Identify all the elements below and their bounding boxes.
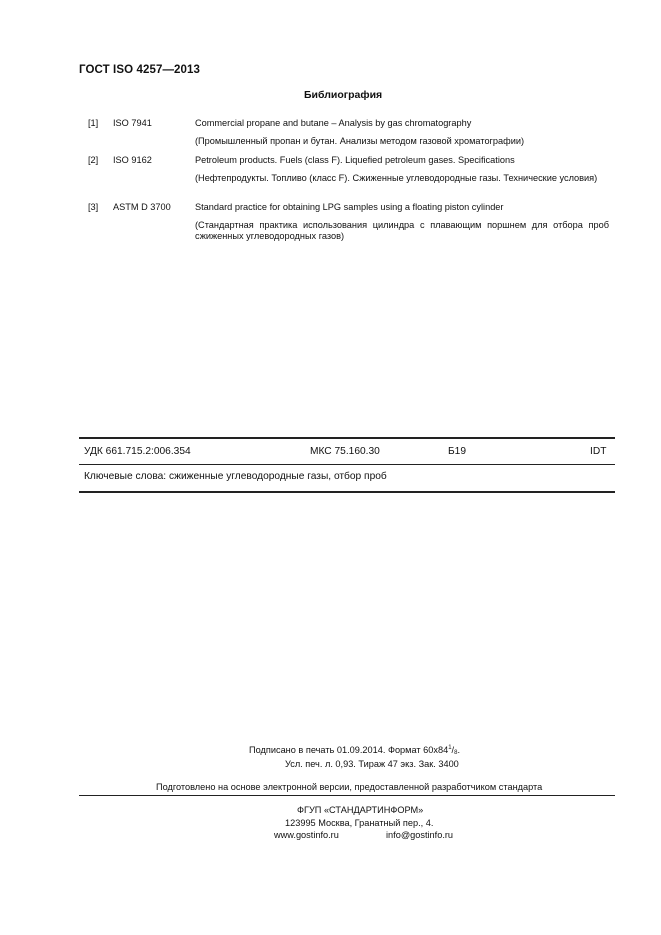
colophon-top-rule: [79, 437, 615, 439]
mks-code: МКС 75.160.30: [310, 446, 380, 457]
entry-number: [1]: [88, 118, 99, 128]
prepared-note: Подготовлено на основе электронной версии, предоставленной разработчиком стандарта: [156, 782, 543, 792]
entry-standard: ASTM D 3700: [113, 202, 171, 212]
classification-group: Б19: [448, 446, 467, 457]
print-info: Усл. печ. л. 0,93. Тираж 47 экз. Зак. 3400: [285, 759, 459, 769]
document-code: ГОСТ ISO 4257—2013: [79, 64, 201, 76]
equivalence-degree: IDT: [590, 446, 607, 457]
format-denominator: 8: [454, 750, 458, 756]
entry-number: [2]: [88, 155, 99, 165]
signed-to-print: Подписано в печать 01.09.2014. Формат $60x84^1/_8$.: [249, 745, 460, 756]
colophon-middle-rule: [79, 464, 615, 465]
entry-title-ru: (Нефтепродукты. Топливо (класс F). Сжиженные углеводородные газы. Технические условия): [195, 173, 598, 183]
entry-standard: ISO 7941: [113, 118, 152, 128]
publisher-address: 123995 Москва, Гранатный пер., 4.: [285, 818, 434, 828]
entry-title-ru: (Стандартная практика использования цилиндра с плавающим поршнем для отбора проб сжиженных углеводородных газов): [195, 220, 609, 241]
signed-text: Подписано в печать 01.09.2014. Формат 60x84: [249, 745, 449, 755]
keywords: Ключевые слова: сжиженные углеводородные газы, отбор проб: [84, 471, 387, 482]
colophon-bottom-rule: [79, 491, 615, 493]
imprint-rule: [79, 795, 615, 796]
publisher-name: ФГУП «СТАНДАРТИНФОРМ»: [297, 805, 424, 815]
udk-code: УДК 661.715.2:006.354: [84, 446, 191, 457]
format-end: .: [457, 745, 460, 755]
entry-title-en: Commercial propane and butane – Analysis by gas chromatography: [195, 118, 472, 128]
entry-title-en: Petroleum products. Fuels (class F). Liquefied petroleum gases. Specifications: [195, 155, 515, 165]
format-numerator: 1: [448, 745, 452, 751]
entry-title-en: Standard practice for obtaining LPG samples using a floating piston cylinder: [195, 202, 504, 212]
website-link[interactable]: www.gostinfo.ru: [274, 830, 339, 840]
entry-number: [3]: [88, 202, 99, 212]
entry-title-ru: (Промышленный пропан и бутан. Анализы методом газовой хроматографии): [195, 136, 525, 146]
entry-standard: ISO 9162: [113, 155, 152, 165]
bibliography-title: Библиография: [304, 89, 383, 101]
email-link[interactable]: info@gostinfo.ru: [386, 830, 454, 840]
